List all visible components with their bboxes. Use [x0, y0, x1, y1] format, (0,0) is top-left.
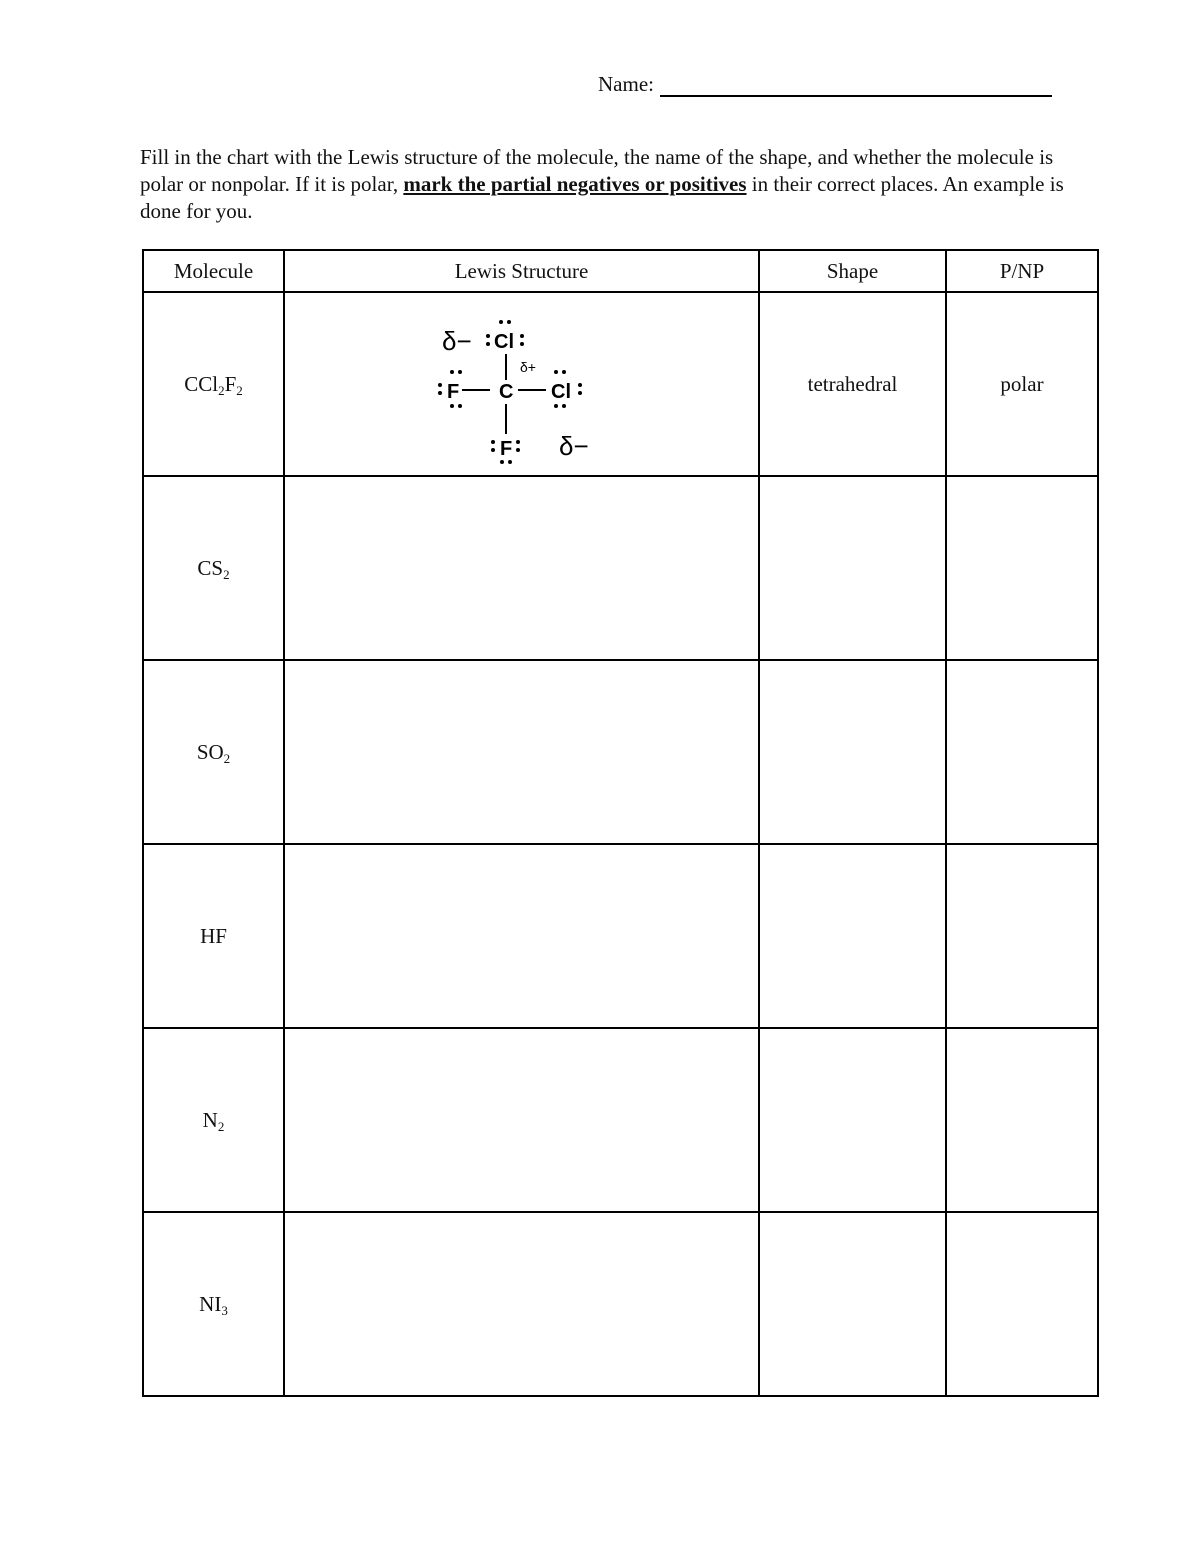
atom-top-cl: Cl — [493, 330, 514, 353]
molecule-cell: $NI_3$ — [143, 1212, 284, 1396]
header-lewis-structure: Lewis Structure — [284, 250, 759, 292]
name-field[interactable] — [598, 72, 1052, 97]
lewis-structure-cell[interactable] — [284, 844, 759, 1028]
shape-cell[interactable] — [759, 1028, 946, 1212]
polarity-cell[interactable] — [946, 660, 1098, 844]
header-shape: Shape — [759, 250, 946, 292]
lewis-structure-cell[interactable] — [284, 1212, 759, 1396]
table-row — [143, 660, 1098, 844]
molecule-cell: $CCl_2F_2$ — [143, 292, 284, 476]
example-lewis-structure — [432, 302, 612, 467]
table-row — [143, 292, 1098, 476]
molecule-cell: $N_2$ — [143, 1028, 284, 1212]
shape-cell[interactable] — [759, 1212, 946, 1396]
polarity-cell[interactable]: polar — [946, 292, 1098, 476]
instructions-text-end: in their correct places. An example is done for you. — [140, 172, 1064, 223]
polarity-cell[interactable] — [946, 1028, 1098, 1212]
atom-central-c: C — [498, 380, 513, 403]
instructions-text-start: Fill in the chart with the Lewis structure of the molecule, the name of the shape, and whether the molecule is polar or nonpolar. If it is polar, — [140, 145, 1054, 196]
table-row — [143, 1028, 1098, 1212]
delta-positive-center: δ+ — [519, 358, 536, 375]
molecule-cell: $CS_2$ — [143, 476, 284, 660]
polarity-cell[interactable] — [946, 476, 1098, 660]
polarity-cell[interactable] — [946, 1212, 1098, 1396]
name-blank-line[interactable] — [660, 73, 1052, 97]
delta-negative-bottom: δ− — [558, 430, 589, 461]
molecule-cell: $SO_2$ — [143, 660, 284, 844]
atom-bottom-f: F — [499, 437, 512, 460]
header-polarity: P/NP — [946, 250, 1098, 292]
table-row — [143, 476, 1098, 660]
shape-cell[interactable] — [759, 476, 946, 660]
shape-cell[interactable]: tetrahedral — [759, 292, 946, 476]
delta-negative-top: δ− — [441, 325, 472, 356]
name-label: Name: — [598, 72, 654, 96]
molecule-cell: HF — [143, 844, 284, 1028]
header-row — [143, 250, 1098, 292]
shape-cell[interactable] — [759, 660, 946, 844]
table-row — [143, 1212, 1098, 1396]
polarity-cell[interactable] — [946, 844, 1098, 1028]
lewis-structure-cell[interactable] — [284, 476, 759, 660]
atom-right-cl: Cl — [550, 380, 571, 403]
molecule-chart — [142, 249, 1099, 1397]
header-molecule: Molecule — [143, 250, 284, 292]
shape-cell[interactable] — [759, 844, 946, 1028]
atom-left-f: F — [446, 380, 459, 403]
lewis-structure-cell[interactable] — [284, 660, 759, 844]
instructions — [140, 144, 1070, 225]
lewis-structure-cell[interactable] — [284, 1028, 759, 1212]
instructions-emphasis: mark the partial negatives or positives — [403, 172, 747, 196]
table-row — [143, 844, 1098, 1028]
lewis-structure-cell — [284, 292, 759, 476]
